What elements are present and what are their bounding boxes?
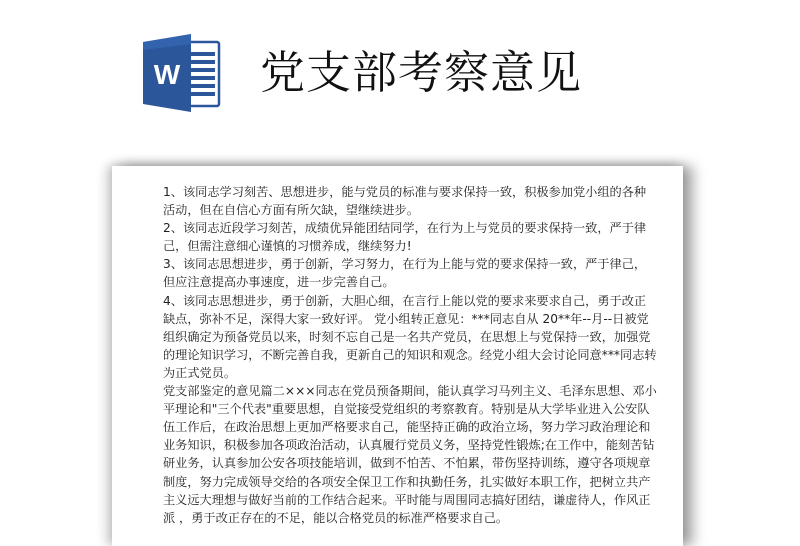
text-line: 1、该同志学习刻苦、思想进步，能与党员的标准与要求保持一致，积极参加党小组的各种 xyxy=(163,185,647,199)
text-line: 组织确定为预备党员以来，时刻不忘自己是一名共产党员，在思想上与党保持一致，加强党 xyxy=(163,329,651,344)
text-line: 主义远大理想与做好当前的工作结合起来。平时能与周围同志搞好团结，谦虚待人，作风正 xyxy=(163,492,651,507)
text-line: 党支部鉴定的意见篇二×××同志在党员预备期间，能认真学习马列主义、毛泽东思想、邓小 xyxy=(163,384,657,399)
page-title: 党支部考察意见 xyxy=(260,46,583,99)
text-line: 制度，努力完成领导交给的各项安全保卫工作和执勤任务，扎实做好本职工作，把树立共产 xyxy=(163,474,651,489)
text-line: 派 ，勇于改正存在的不足，能以合格党员的标准严格要求自己。 xyxy=(163,510,509,525)
text-line: 己，但需注意细心谨慎的习惯养成，继续努力! xyxy=(163,239,412,254)
text-line: 为正式党员。 xyxy=(163,365,237,380)
text-line: 伍工作后，在政治思想上更加严格要求自己，能坚持正确的政治立场，努力学习政治理论和 xyxy=(163,420,651,435)
text-line: 平理论和"三个代表"重要思想，自觉接受党组织的考察教育。特别是从大学毕业进入公安队 xyxy=(163,402,650,417)
header xyxy=(0,0,800,145)
text-line: 业务知识，积极参加各项政治活动，认真履行党员义务，坚持党性锻炼;在工作中，能刻苦钻 xyxy=(163,438,655,453)
document-page xyxy=(112,166,683,546)
svg-text:W: W xyxy=(153,59,181,90)
text-line: 4、该同志思想进步，勇于创新，大胆心细，在言行上能以党的要求来要求自己，勇于改正 xyxy=(163,293,647,308)
text-line: 缺点，弥补不足，深得大家一致好评。 党小组转正意见：***同志自从 20**年--月--日被党 xyxy=(163,311,649,326)
text-line: 研业务，认真参加公安各项技能培训，做到不怕苦、不怕累，带伤坚持训练，遵守各项规章 xyxy=(163,456,651,471)
text-line: 但应注意提高办事速度，进一步完善自己。 xyxy=(163,275,395,290)
text-line: 2、该同志近段学习刻苦，成绩优异能团结同学，在行为上与党员的要求保持一致，严于律 xyxy=(163,221,647,236)
text-line: 的理论知识学习，不断完善自我，更新自己的知识和观念。经党小组大会讨论同意***同志转 xyxy=(163,347,657,362)
document-body xyxy=(163,183,683,527)
microsoft-word-icon xyxy=(143,34,223,112)
text-line: 3、该同志思想进步，勇于创新，学习努力，在行为上能与党的要求保持一致，严于律己， xyxy=(163,257,647,272)
text-line: 活动，但在自信心方面有所欠缺，望继续进步。 xyxy=(163,203,419,218)
